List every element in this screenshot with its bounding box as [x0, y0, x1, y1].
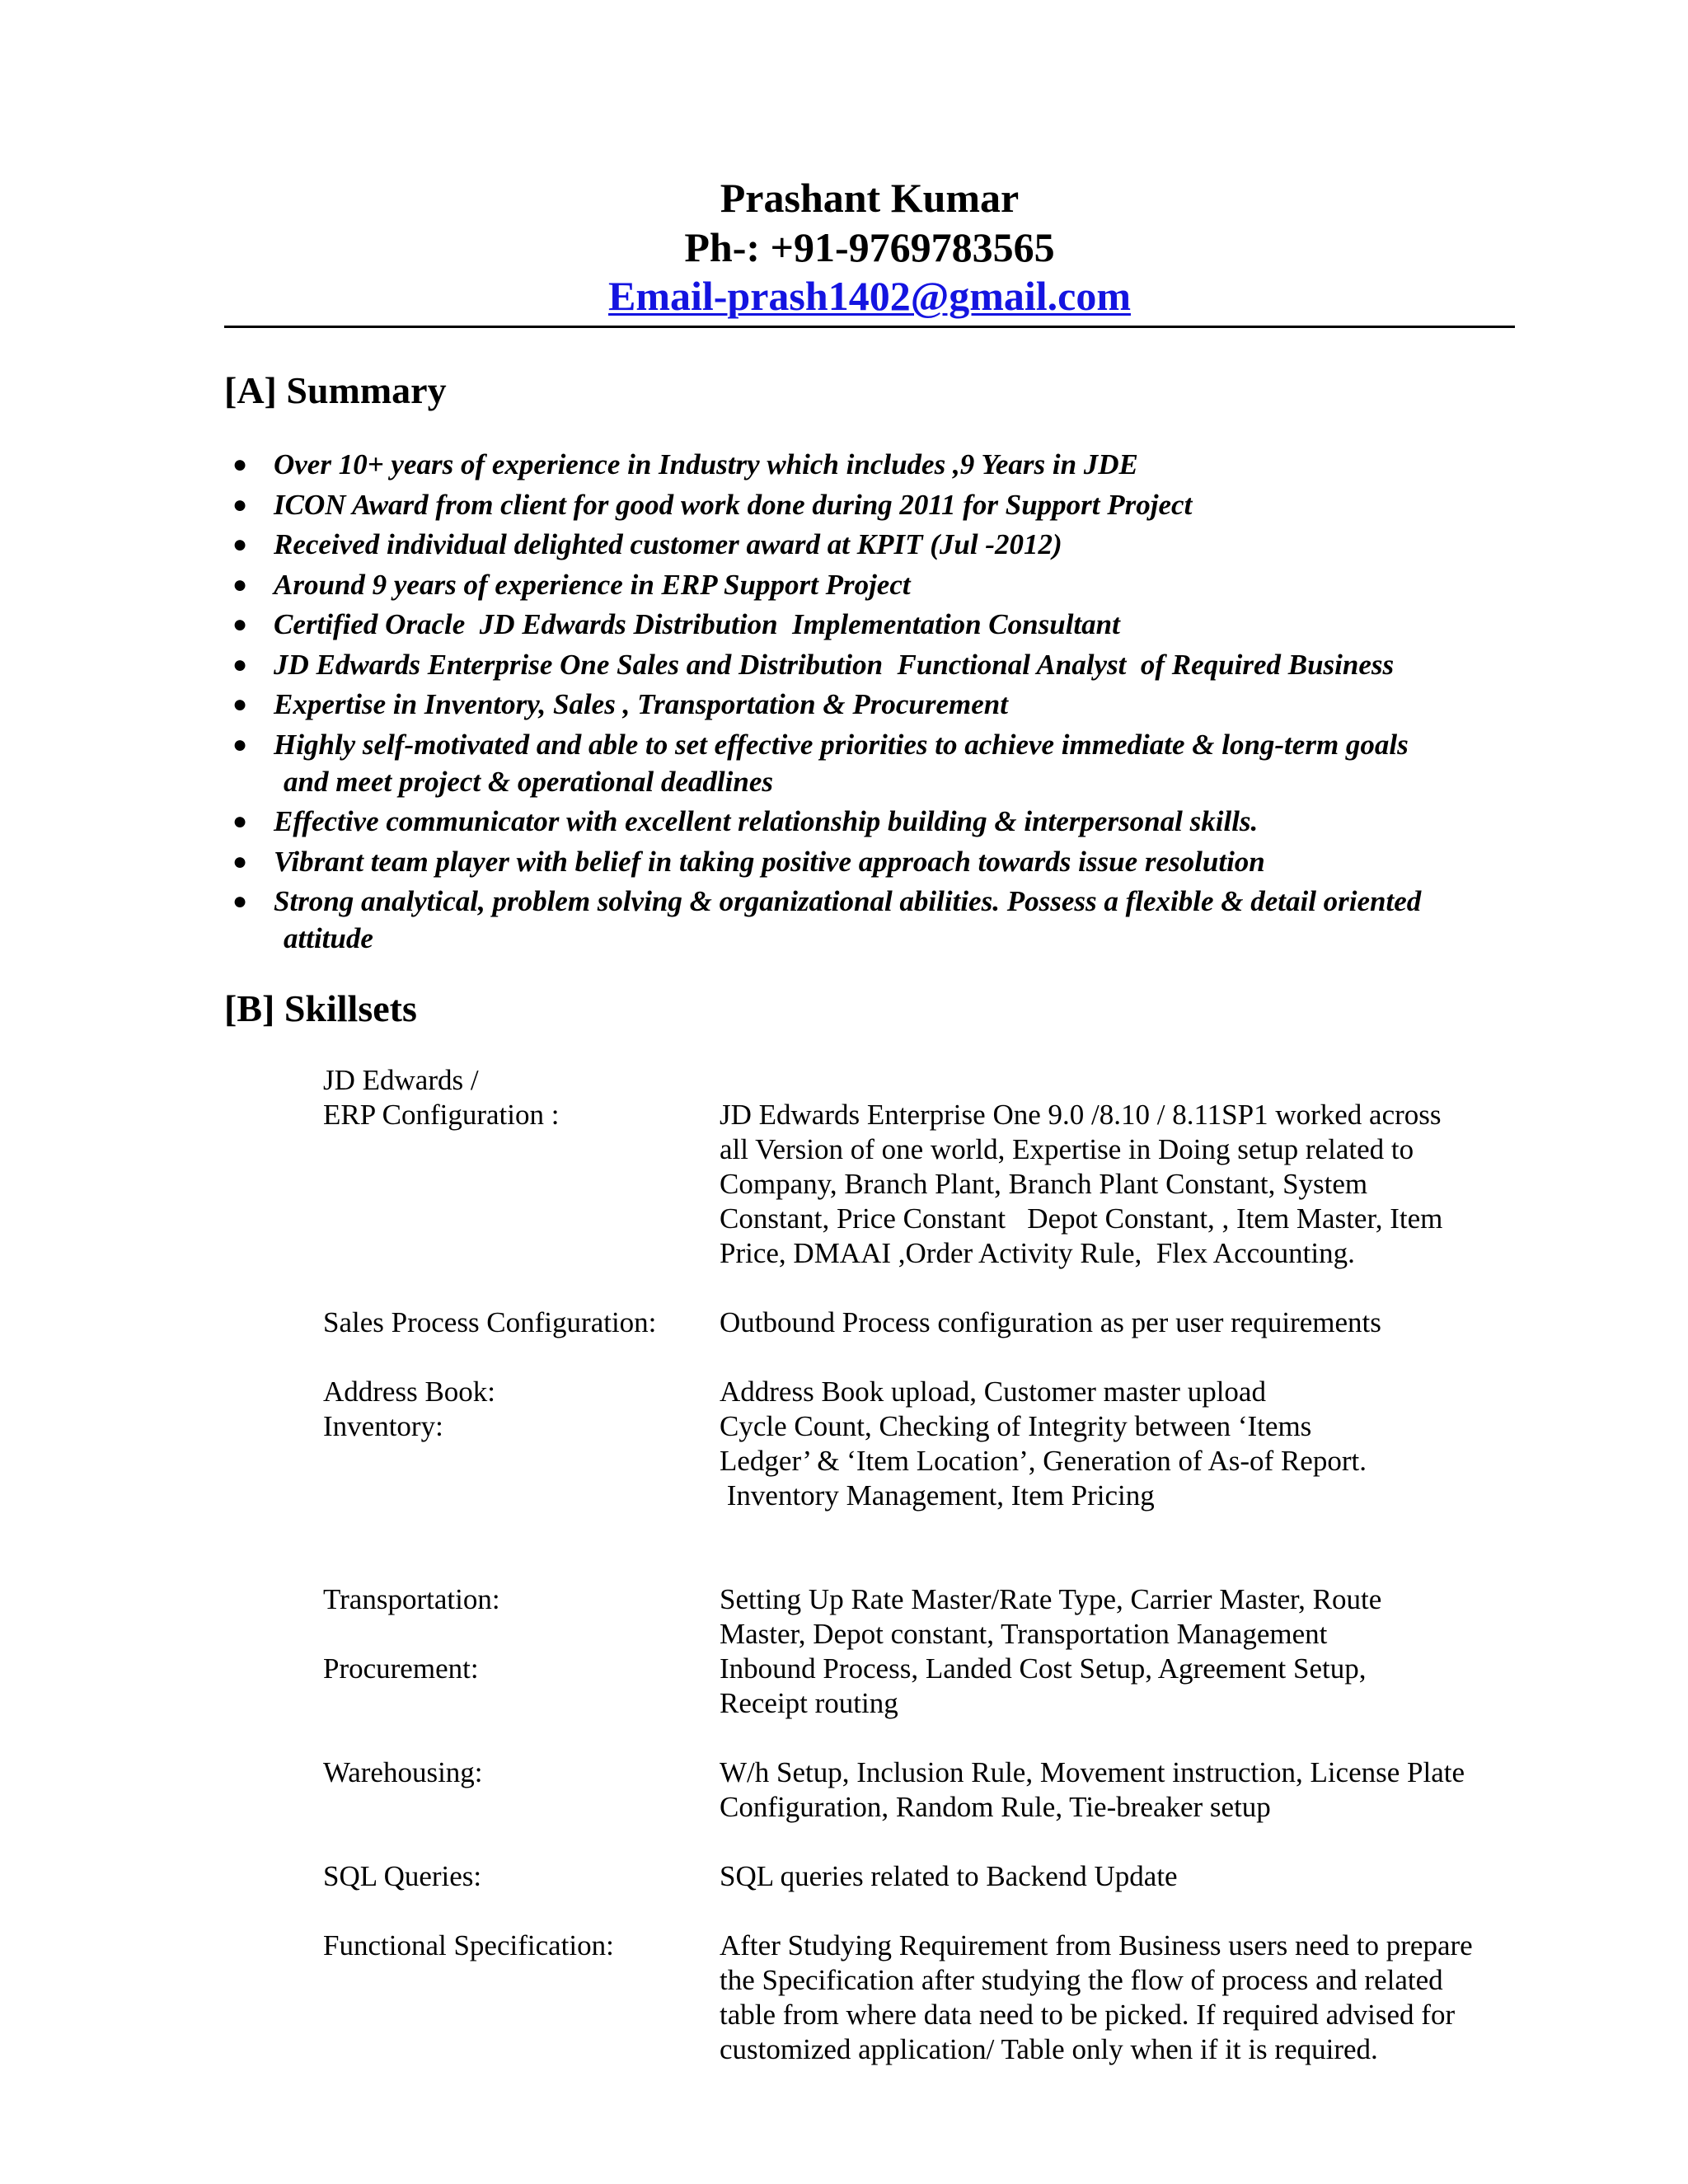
skill-label — [323, 1790, 720, 1825]
skill-value: Outbound Process configuration as per user requirements — [720, 1306, 1381, 1338]
skill-label — [323, 1998, 720, 2032]
skill-value: all Version of one world, Expertise in Doing setup related to — [720, 1133, 1414, 1165]
skill-value: the Specification after studying the flow of process and related — [720, 1964, 1443, 1996]
skill-row — [323, 1444, 1518, 1479]
summary-heading: [A] Summary — [224, 369, 447, 411]
summary-item-text: Highly self-motivated and able to set effective priorities to achieve immediate & long-term goals — [274, 728, 1409, 761]
skill-row — [323, 2032, 1518, 2067]
skill-row — [323, 1963, 1518, 1998]
skill-value: Cycle Count, Checking of Integrity between ‘Items — [720, 1410, 1312, 1442]
skill-value: Setting Up Rate Master/Rate Type, Carrier Master, Route — [720, 1583, 1382, 1615]
skill-label — [323, 1202, 720, 1236]
skill-label: Address Book: — [323, 1376, 496, 1408]
skill-value: Address Book upload, Customer master upload — [720, 1376, 1266, 1408]
skill-label — [323, 1721, 720, 1755]
skill-value: customized application/ Table only when if it is required. — [720, 2033, 1378, 2065]
skillsets-table — [323, 1063, 1518, 2067]
skill-value: Inbound Process, Landed Cost Setup, Agreement Setup, — [720, 1652, 1367, 1685]
summary-item-text: Vibrant team player with belief in taking positive approach towards issue resolution — [274, 845, 1265, 878]
skill-value — [720, 1548, 1518, 1582]
skill-label — [323, 1340, 720, 1375]
skill-row — [323, 1375, 1518, 1409]
skill-row — [323, 1686, 1518, 1721]
summary-item — [224, 446, 1543, 483]
skill-value: After Studying Requirement from Business users need to prepare — [720, 1929, 1473, 1961]
skill-row — [323, 1859, 1518, 1894]
skill-label — [323, 1167, 720, 1202]
skill-label — [323, 1236, 720, 1271]
skill-value: Price, DMAAI ,Order Activity Rule, Flex Accounting. — [720, 1237, 1355, 1269]
skill-row — [323, 1132, 1518, 1167]
bullet-icon: ● — [232, 691, 248, 718]
skill-row — [323, 1236, 1518, 1271]
skill-label — [323, 1825, 720, 1859]
bullet-icon: ● — [232, 570, 248, 598]
skill-row — [323, 1929, 1518, 1963]
summary-item-text: JD Edwards Enterprise One Sales and Distribution Functional Analyst of Required Business — [274, 648, 1395, 681]
skill-label — [323, 1617, 720, 1652]
skill-value: Configuration, Random Rule, Tie-breaker setup — [720, 1791, 1271, 1823]
skill-label — [323, 1479, 720, 1513]
email-link[interactable]: Email-prash1402@gmail.com — [608, 273, 1131, 319]
skill-row — [323, 1063, 1518, 1098]
summary-item-text: Effective communicator with excellent relationship building & interpersonal skills. — [274, 805, 1259, 837]
summary-item — [224, 726, 1543, 800]
skill-label — [323, 1894, 720, 1929]
bullet-icon: ● — [232, 611, 248, 638]
summary-item-text: Certified Oracle JD Edwards Distribution Implementation Consultant — [274, 608, 1120, 640]
skill-value: W/h Setup, Inclusion Rule, Movement instruction, License Plate — [720, 1756, 1465, 1788]
summary-item-continuation: and meet project & operational deadlines — [284, 765, 773, 798]
skill-row — [323, 1755, 1518, 1790]
skill-label: Sales Process Configuration: — [323, 1306, 657, 1338]
summary-item-continuation: attitude — [284, 922, 373, 954]
skill-row — [323, 1479, 1518, 1513]
skill-row — [323, 1790, 1518, 1825]
skill-label — [323, 1271, 720, 1305]
skill-row — [323, 1513, 1518, 1548]
skill-value: Receipt routing — [720, 1687, 898, 1719]
skill-value: Constant, Price Constant Depot Constant, , Item Master, Item — [720, 1202, 1443, 1235]
skill-label — [323, 1444, 720, 1479]
summary-item-text: ICON Award from client for good work done during 2011 for Support Project — [274, 488, 1193, 521]
skill-row — [323, 1721, 1518, 1755]
bullet-icon: ● — [232, 847, 248, 875]
skill-row — [323, 1582, 1518, 1617]
skill-value: JD Edwards Enterprise One 9.0 /8.10 / 8.11SP1 worked across — [720, 1099, 1442, 1131]
skill-label — [323, 1513, 720, 1548]
summary-item — [224, 526, 1543, 563]
skill-label: Functional Specification: — [323, 1929, 614, 1961]
skill-label: Procurement: — [323, 1652, 479, 1685]
skill-value: Inventory Management, Item Pricing — [720, 1479, 1155, 1511]
summary-list — [224, 446, 1543, 960]
skill-label — [323, 1132, 720, 1167]
summary-item — [224, 566, 1543, 603]
skill-value — [720, 1825, 1518, 1859]
candidate-name: Prashant Kumar — [720, 175, 1020, 221]
skill-value — [720, 1513, 1518, 1548]
skill-label — [323, 1686, 720, 1721]
skill-row — [323, 1894, 1518, 1929]
skill-label — [323, 2032, 720, 2067]
bullet-icon: ● — [232, 451, 248, 478]
skill-row — [323, 1098, 1518, 1132]
skill-value: Ledger’ & ‘Item Location’, Generation of As-of Report. — [720, 1445, 1367, 1477]
skill-label: Transportation: — [323, 1583, 500, 1615]
skill-label: ERP Configuration : — [323, 1099, 560, 1131]
skill-row — [323, 1305, 1518, 1340]
skill-row — [323, 1548, 1518, 1582]
skill-label — [323, 1963, 720, 1998]
summary-item — [224, 606, 1543, 643]
skill-value: Company, Branch Plant, Branch Plant Constant, System — [720, 1168, 1368, 1200]
header-divider — [224, 326, 1515, 328]
skill-row — [323, 1652, 1518, 1686]
summary-item — [224, 646, 1543, 683]
summary-item — [224, 843, 1543, 880]
skill-label: Warehousing: — [323, 1756, 483, 1788]
skill-value: Master, Depot constant, Transportation Management — [720, 1618, 1328, 1650]
bullet-icon: ● — [232, 531, 248, 558]
summary-item-text: Over 10+ years of experience in Industry which includes ,9 Years in JDE — [274, 448, 1138, 480]
skill-value — [720, 1894, 1518, 1929]
bullet-icon: ● — [232, 888, 248, 915]
skill-value — [720, 1721, 1518, 1755]
skill-row — [323, 1409, 1518, 1444]
summary-item — [224, 883, 1543, 957]
skill-label: SQL Queries: — [323, 1860, 482, 1892]
summary-item — [224, 803, 1543, 840]
summary-item-text: Strong analytical, problem solving & organizational abilities. Possess a flexible & detail oriented — [274, 885, 1422, 917]
skill-label: JD Edwards / — [323, 1064, 479, 1096]
skill-row — [323, 1202, 1518, 1236]
bullet-icon: ● — [232, 730, 248, 758]
summary-item-text: Around 9 years of experience in ERP Support Project — [274, 568, 911, 601]
summary-item-text: Expertise in Inventory, Sales , Transportation & Procurement — [274, 688, 1008, 720]
skill-value: table from where data need to be picked. If required advised for — [720, 1999, 1456, 2031]
summary-item — [224, 486, 1543, 523]
summary-item — [224, 686, 1543, 723]
bullet-icon: ● — [232, 650, 248, 678]
bullet-icon: ● — [232, 808, 248, 835]
skill-row — [323, 1825, 1518, 1859]
skill-label: Inventory: — [323, 1410, 443, 1442]
resume-header — [224, 173, 1515, 320]
bullet-icon: ● — [232, 490, 248, 518]
skillsets-heading: [B] Skillsets — [224, 987, 417, 1029]
skill-row — [323, 1617, 1518, 1652]
skill-value — [720, 1340, 1518, 1375]
skill-value — [720, 1063, 1518, 1098]
summary-item-text: Received individual delighted customer award at KPIT (Jul -2012) — [274, 528, 1062, 560]
skill-label — [323, 1548, 720, 1582]
skill-value — [720, 1271, 1518, 1305]
skill-value: SQL queries related to Backend Update — [720, 1860, 1178, 1892]
skill-row — [323, 1340, 1518, 1375]
skill-row — [323, 1167, 1518, 1202]
phone-number: Ph-: +91-9769783565 — [684, 224, 1055, 270]
skill-row — [323, 1271, 1518, 1305]
skill-row — [323, 1998, 1518, 2032]
